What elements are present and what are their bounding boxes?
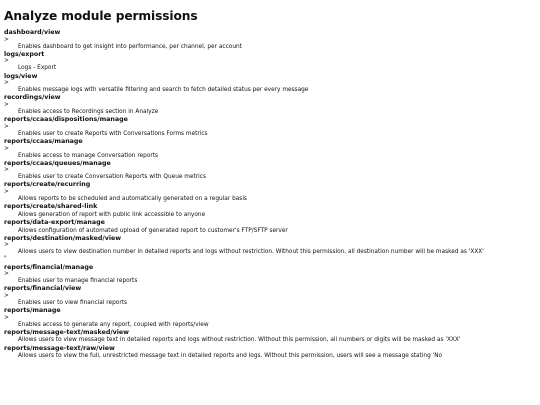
expand-marker: >	[4, 123, 9, 130]
permission-name: reports/create/recurring	[4, 181, 91, 189]
page-title: Analyze module permissions	[4, 9, 198, 23]
permission-entry	[4, 203, 536, 219]
expand-marker: >	[4, 271, 9, 278]
permission-description: Allows configuration of automated upload of generated report to customer's FTP/SFTP server	[18, 227, 288, 234]
permissions-document	[4, 9, 536, 360]
permission-name: recordings/view	[4, 94, 61, 102]
permission-entry	[4, 307, 536, 329]
permission-description: Allows users to view destination number in detailed reports and logs without restriction. Without this permission, all destination number will be masked as 'XXX'	[18, 249, 484, 256]
permission-entry	[4, 264, 536, 286]
permission-description: Enables user to create Conversation Reports with Queue metrics	[18, 174, 206, 181]
expand-marker: >	[4, 242, 9, 249]
permission-description: Logs - Export	[18, 65, 57, 72]
permission-name: reports/message-text/raw/view	[4, 344, 115, 352]
permission-description: Enables user to create Reports with Conversations Forms metrics	[18, 130, 208, 137]
expand-marker: >	[4, 189, 9, 196]
permission-name: reports/message-text/masked/view	[4, 328, 129, 336]
permission-description: Enables dashboard to get insight into performance, per channel, per account	[18, 43, 242, 50]
permission-description: Allows users to view message text in detailed reports and logs without restriction. Without this permission, all numbers or digits will be masked as 'XXX'	[18, 337, 461, 344]
permission-entry	[4, 329, 536, 345]
permission-entry	[4, 73, 536, 95]
expand-marker: >	[4, 167, 9, 174]
expand-marker: >	[4, 36, 9, 43]
permission-name: reports/data-export/manage	[4, 218, 105, 226]
permission-entry	[4, 235, 536, 264]
permission-entry	[4, 219, 536, 235]
permission-entry	[4, 345, 536, 361]
permission-entry	[4, 116, 536, 138]
expand-marker: >	[4, 58, 9, 65]
permission-name: dashboard/view	[4, 29, 61, 36]
permission-name: reports/ccaas/dispositions/manage	[4, 116, 128, 124]
permission-description: Enables access to Recordings section in Analyze	[18, 109, 159, 116]
permission-list	[4, 29, 536, 360]
permission-description: Enables access to manage Conversation reports	[18, 152, 159, 159]
permission-name: reports/manage	[4, 307, 61, 315]
permission-name: reports/create/shared-link	[4, 203, 98, 211]
permission-description: Allows users to view the full, unrestricted message text in detailed reports and logs. Without this permission, users will see a message stating 'No	[18, 353, 443, 360]
expand-marker: >	[4, 292, 9, 299]
expand-marker: >	[4, 314, 9, 321]
expand-marker: >	[4, 145, 9, 152]
permission-name: reports/ccaas/queues/manage	[4, 159, 111, 167]
permission-description: Allows generation of report with public link accessible to anyone	[18, 211, 206, 218]
permission-name: logs/export	[4, 50, 45, 58]
permission-name: reports/destination/masked/view	[4, 234, 122, 242]
permission-description: Allows reports to be scheduled and automatically generated on a regular basis	[18, 196, 247, 203]
permission-name: reports/financial/view	[4, 285, 82, 293]
permission-description: Enables message logs with versatile filtering and search to fetch detailed status per every message	[18, 87, 309, 94]
permission-entry	[4, 29, 536, 51]
permission-entry	[4, 160, 536, 182]
permission-entry	[4, 181, 536, 203]
permission-description: Enables user to manage financial reports	[18, 278, 138, 285]
permission-name: logs/view	[4, 72, 38, 80]
permission-name: reports/ccaas/manage	[4, 137, 83, 145]
permission-entry	[4, 138, 536, 160]
permission-name: reports/financial/manage	[4, 263, 94, 271]
expand-marker: >	[4, 80, 9, 87]
permission-description: Enables user to view financial reports	[18, 299, 128, 306]
permission-entry	[4, 51, 536, 73]
permission-description: Enables access to generate any report, coupled with reports/view	[18, 321, 209, 328]
trailing-marker: "	[4, 256, 7, 263]
permission-entry	[4, 285, 536, 307]
permission-entry	[4, 94, 536, 116]
expand-marker: >	[4, 101, 9, 108]
